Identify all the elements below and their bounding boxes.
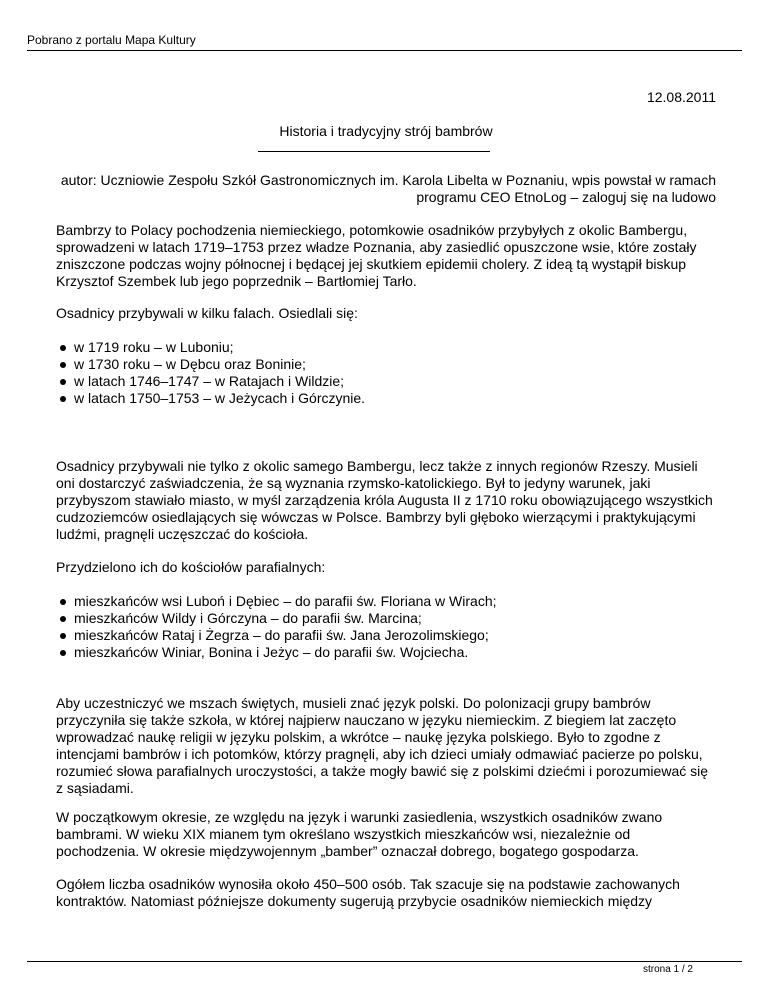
page-header-source: Pobrano z portalu Mapa Kultury	[27, 33, 196, 47]
list-item: mieszkańców Rataj i Żegrza – do parafii św. Jana Jerozolimskiego;	[56, 627, 497, 644]
paragraph-waves: Osadnicy przybywali w kilku falach. Osiedlali się:	[56, 305, 358, 321]
paragraph-polonization: Aby uczestniczyć we mszach świętych, musieli znać język polski. Do polonizacji grupy bambrów przyczyniła się także szkoła, w której najpierw nauczano w języku niemieckim. Z biegiem lat zaczęto wprowadzać naukę religii w języku polskim, a wkrótce – naukę języka polskiego. Było to zgodne z intencjami bambrów i ich potomków, którzy pragnęli, aby ich dzieci umiały odmawiać pacierze po polsku, rozumieć słowa parafialnych uroczystości, a także mogły bawić się z polskimi dziećmi i porozumiewać się z sąsiadami.	[56, 695, 709, 796]
parish-list	[56, 593, 497, 661]
list-item: mieszkańców wsi Luboń i Dębiec – do parafii św. Floriana w Wirach;	[56, 593, 497, 610]
list-item: w 1730 roku – w Dębcu oraz Boninie;	[56, 356, 365, 373]
header-divider	[27, 50, 742, 51]
paragraph-population: Ogółem liczba osadników wynosiła około 450–500 osób. Tak szacuje się na podstawie zachowanych kontraktów. Natomiast późniejsze dokumenty sugerują przybycie osadników niemieckich między	[56, 876, 680, 909]
document-date: 12.08.2011	[646, 89, 716, 105]
list-item: w 1719 roku – w Luboniu;	[56, 339, 365, 356]
settlement-list	[56, 339, 365, 407]
list-item: w latach 1750–1753 – w Jeżycach i Górczynie.	[56, 390, 365, 407]
list-item: mieszkańców Wildy i Górczyna – do parafii św. Marcina;	[56, 610, 497, 627]
paragraph-parishes: Przydzielono ich do kościołów parafialnych:	[56, 559, 326, 575]
paragraph-origin: Osadnicy przybywali nie tylko z okolic samego Bambergu, lecz także z innych regionów Rzeszy. Musieli oni dostarczyć zaświadczenia, że są wyznania rzymsko-katolickiego. Był to jedyny warunek, jaki przybyszom stawiało miasto, w myśl zarządzenia króla Augusta II z 1710 roku obowiązującego wszystkich cudzoziemców osiedlających się wówczas w Polsce. Bambrzy byli głęboko wierzącymi i praktykującymi ludźmi, pragnęli uczęszczać do kościoła.	[56, 458, 713, 542]
footer-divider	[27, 961, 742, 962]
list-item: w latach 1746–1747 – w Ratajach i Wildzie;	[56, 373, 365, 390]
list-item: mieszkańców Winiar, Bonina i Jeżyc – do parafii św. Wojciecha.	[56, 644, 497, 661]
paragraph-intro: Bambrzy to Polacy pochodzenia niemieckiego, potomkowie osadników przybyłych z okolic Bambergu, sprowadzeni w latach 1719–1753 przez władze Poznania, aby zasiedlić opuszczone wsie, które zostały zniszczone podczas wojny północnej i będącej jej skutkiem epidemii cholery. Z ideą tą wystąpił biskup Krzysztof Szembek lub jego poprzednik – Bartłomiej Tarło.	[56, 222, 697, 289]
document-title: Historia i tradycyjny strój bambrów	[279, 123, 493, 139]
paragraph-naming: W początkowym okresie, ze względu na język i warunki zasiedlenia, wszystkich osadników zwano bambrami. W wieku XIX mianem tym określano wszystkich mieszkańców wsi, niezależnie od pochodzenia. W okresie międzywojennym „bamber” oznaczał dobrego, bogatego gospodarza.	[56, 809, 663, 859]
title-underline	[258, 151, 490, 152]
page-number: strona 1 / 2	[642, 964, 693, 975]
document-author: autor: Uczniowie Zespołu Szkół Gastronomicznych im. Karola Libelta w Poznaniu, wpis powstał w ramach programu CEO EtnoLog – zaloguj się na ludowo	[60, 172, 716, 205]
